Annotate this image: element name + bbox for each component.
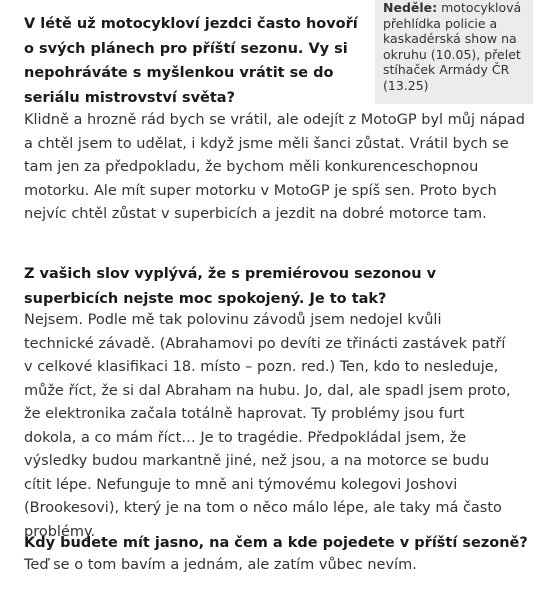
interview-question-1: V létě už motocykloví jezdci často hovoří o svých plánech pro příští sezonu. Vy si nepohráváte s myšlenkou vrátit se do seriálu mistrovství světa?	[24, 16, 358, 106]
schedule-day-label: Neděle:	[383, 0, 438, 15]
interview-answer-1: Klidně a hrozně rád bych se vrátil, ale odejít z MotoGP byl můj nápad a chtěl jsem to udělat, i když jsme měli šanci zůstat. Vrátil bych se tam jen za předpokladu, že bychom měli konkurenceschopnou motorku. Ale mít super motorku v MotoGP je spíš sen. Proto bych nejvíc chtěl zůstat v superbicích a jezdit na dobré motorce tam.	[24, 112, 525, 222]
event-schedule-box	[375, 0, 533, 104]
schedule-event-text: motocyklová přehlídka policie a kaskadérská show na okruhu (10.05), přelet stíhaček Armády ČR (13.25)	[383, 0, 522, 93]
interview-answer-3: Teď se o tom bavím a jednám, ale zatím vůbec nevím.	[24, 557, 417, 573]
interview-answer-2: Nejsem. Podle mě tak polovinu závodů jsem nedojel kvůli technické závadě. (Abrahamovi po devíti ze třinácti zastávek patří v celkové klasifikaci 18. místo – pozn. red.) Ten, kdo to nesleduje, může říct, že si dal Abraham na hubu. Jo, dal, ale spadl jsem proto, že elektronika začala totálně haprovat. Ty problémy jsou furt dokola, a co mám říct… Je to tragédie. Předpokládal jsem, že výsledky budou markantně jiné, než jsou, a na motorce se budu cítit lépe. Nefunguje to mně ani týmovému kolegovi Joshovi (Brookesovi), který je na tom o něco málo lépe, ale taky má často problémy.	[24, 312, 511, 540]
schedule-entry	[383, 0, 525, 93]
interview-question-2: Z vašich slov vyplývá, že s premiérovou sezonou v superbicích nejste moc spokojený. Je to tak?	[24, 266, 437, 307]
interview-question-3: Kdy budete mít jasno, na čem a kde pojedete v příští sezoně?	[24, 535, 528, 551]
